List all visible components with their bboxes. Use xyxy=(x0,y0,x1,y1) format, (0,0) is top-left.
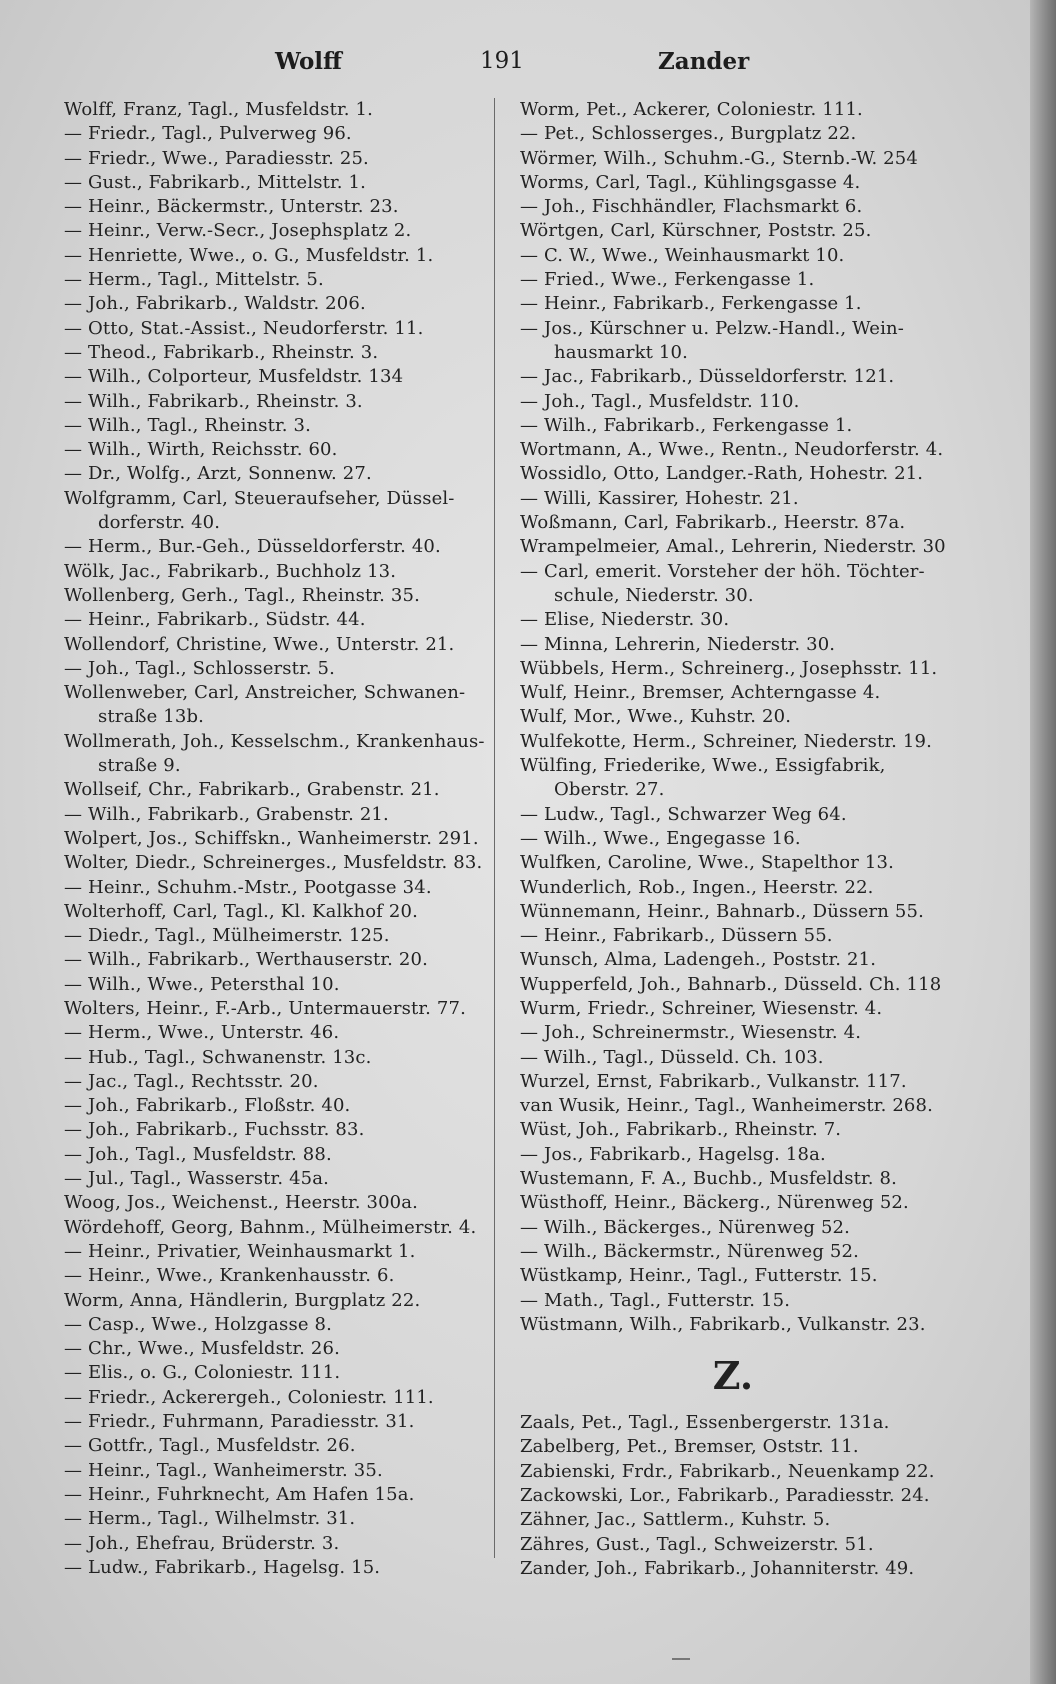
footer-mark xyxy=(672,1658,690,1660)
directory-entry: Wollmerath, Joh., Kesselschm., Krankenhaus- xyxy=(64,730,485,752)
directory-entry: — Hub., Tagl., Schwanenstr. 13c. xyxy=(64,1046,372,1068)
directory-entry: — Herm., Tagl., Mittelstr. 5. xyxy=(64,269,324,291)
directory-entry: Wüstkamp, Heinr., Tagl., Futterstr. 15. xyxy=(520,1265,878,1287)
directory-entry: — Wilh., Wwe., Engegasse 16. xyxy=(520,827,801,849)
directory-entry: Wollenberg, Gerh., Tagl., Rheinstr. 35. xyxy=(64,584,420,606)
directory-entry: Wollenweber, Carl, Anstreicher, Schwanen- xyxy=(64,682,466,704)
directory-entry: — Heinr., Fabrikarb., Ferkengasse 1. xyxy=(520,293,862,315)
directory-entry: — Wilh., Fabrikarb., Grabenstr. 21. xyxy=(64,803,389,825)
left-column xyxy=(64,98,486,1580)
directory-entry: — Friedr., Wwe., Paradiesstr. 25. xyxy=(64,147,369,169)
directory-entry: — Friedr., Fuhrmann, Paradiesstr. 31. xyxy=(64,1411,415,1433)
directory-entry: Wüsthoff, Heinr., Bäckerg., Nürenweg 52. xyxy=(520,1192,909,1214)
directory-entry: — Heinr., Bäckermstr., Unterstr. 23. xyxy=(64,196,399,218)
directory-entry: Wolter, Diedr., Schreinerges., Musfeldstr. 83. xyxy=(64,852,483,874)
directory-entry: — Heinr., Fabrikarb., Düssern 55. xyxy=(520,925,833,947)
directory-entry: — Heinr., Fabrikarb., Südstr. 44. xyxy=(64,609,366,631)
page-binding-edge xyxy=(1030,0,1056,1684)
directory-entry: Wolfgramm, Carl, Steueraufseher, Düssel- xyxy=(64,487,455,509)
directory-entry: Zander, Joh., Fabrikarb., Johanniterstr. 49. xyxy=(520,1557,915,1579)
directory-entry: Wollseif, Chr., Fabrikarb., Grabenstr. 21. xyxy=(64,779,440,801)
directory-entry: Woog, Jos., Weichenst., Heerstr. 300a. xyxy=(64,1192,419,1214)
directory-entry: Wüstmann, Wilh., Fabrikarb., Vulkanstr. 23. xyxy=(520,1313,926,1335)
directory-entry: — Jos., Kürschner u. Pelzw.-Handl., Wein- xyxy=(520,317,904,339)
directory-entry: Wunsch, Alma, Ladengeh., Poststr. 21. xyxy=(520,949,877,971)
directory-entry: — Joh., Fabrikarb., Fuchsstr. 83. xyxy=(64,1119,365,1141)
directory-entry: — Wilh., Wwe., Petersthal 10. xyxy=(64,973,340,995)
directory-entry: Wolters, Heinr., F.-Arb., Untermauerstr. 77. xyxy=(64,997,466,1019)
page-number: 191 xyxy=(480,48,524,74)
directory-entry: — Jac., Tagl., Rechtsstr. 20. xyxy=(64,1070,319,1092)
directory-entry: — Herm., Tagl., Wilhelmstr. 31. xyxy=(64,1508,356,1530)
directory-entry: Wurzel, Ernst, Fabrikarb., Vulkanstr. 117. xyxy=(520,1070,907,1092)
directory-entry: — Wilh., Tagl., Rheinstr. 3. xyxy=(64,414,312,436)
directory-entry: Wördehoff, Georg, Bahnm., Mülheimerstr. 4. xyxy=(64,1216,477,1238)
directory-entry: Zähner, Jac., Sattlerm., Kuhstr. 5. xyxy=(520,1509,831,1531)
directory-entry: — Casp., Wwe., Holzgasse 8. xyxy=(64,1313,332,1335)
directory-entry: Worms, Carl, Tagl., Kühlingsgasse 4. xyxy=(520,171,861,193)
directory-entry: — Ludw., Fabrikarb., Hagelsg. 15. xyxy=(64,1556,381,1578)
directory-entry: — Dr., Wolfg., Arzt, Sonnenw. 27. xyxy=(64,463,372,485)
directory-entry: — Herm., Wwe., Unterstr. 46. xyxy=(64,1022,340,1044)
directory-entry: straße 9. xyxy=(98,755,181,777)
directory-entry: Wolterhoff, Carl, Tagl., Kl. Kalkhof 20. xyxy=(64,900,418,922)
directory-entry: Wülfing, Friederike, Wwe., Essigfabrik, xyxy=(520,755,886,777)
directory-entry: — Wilh., Colporteur, Musfeldstr. 134 xyxy=(64,366,404,388)
directory-entry: — Jul., Tagl., Wasserstr. 45a. xyxy=(64,1168,330,1190)
directory-entry: — Otto, Stat.-Assist., Neudorferstr. 11. xyxy=(64,317,424,339)
directory-entry: — Chr., Wwe., Musfeldstr. 26. xyxy=(64,1338,340,1360)
directory-entry: dorferstr. 40. xyxy=(98,512,221,534)
directory-entry: — Joh., Ehefrau, Brüderstr. 3. xyxy=(64,1532,340,1554)
directory-entry: van Wusik, Heinr., Tagl., Wanheimerstr. 268. xyxy=(520,1095,934,1117)
directory-entry: hausmarkt 10. xyxy=(554,341,688,363)
directory-entry: Zähres, Gust., Tagl., Schweizerstr. 51. xyxy=(520,1533,874,1555)
directory-entry: Wulf, Mor., Wwe., Kuhstr. 20. xyxy=(520,706,792,728)
directory-entry: — Joh., Fabrikarb., Floßstr. 40. xyxy=(64,1095,351,1117)
directory-entry: — Heinr., Verw.-Secr., Josephsplatz 2. xyxy=(64,220,412,242)
directory-entry: schule, Niederstr. 30. xyxy=(554,584,754,606)
header-right-catchword: Zander xyxy=(658,48,750,75)
directory-entry: — Joh., Fischhändler, Flachsmarkt 6. xyxy=(520,196,863,218)
directory-entry: — Heinr., Privatier, Weinhausmarkt 1. xyxy=(64,1240,416,1262)
right-column xyxy=(520,98,976,1581)
directory-entry: Zackowski, Lor., Fabrikarb., Paradiesstr. 24. xyxy=(520,1485,930,1507)
directory-entry: — Herm., Bur.-Geh., Düsseldorferstr. 40. xyxy=(64,536,441,558)
section-letter: Z. xyxy=(712,1353,754,1399)
directory-entry: Zabienski, Frdr., Fabrikarb., Neuenkamp 22. xyxy=(520,1460,935,1482)
directory-entry: — Wilh., Fabrikarb., Werthauserstr. 20. xyxy=(64,949,428,971)
directory-entry: — Wilh., Bäckermstr., Nürenweg 52. xyxy=(520,1240,859,1262)
directory-entry: Wurm, Friedr., Schreiner, Wiesenstr. 4. xyxy=(520,997,883,1019)
directory-entry: — Heinr., Fuhrknecht, Am Hafen 15a. xyxy=(64,1483,415,1505)
directory-entry: — Heinr., Schuhm.-Mstr., Pootgasse 34. xyxy=(64,876,432,898)
directory-entry: — Fried., Wwe., Ferkengasse 1. xyxy=(520,269,815,291)
directory-entry: Worm, Anna, Händlerin, Burgplatz 22. xyxy=(64,1289,421,1311)
directory-entry: — Joh., Fabrikarb., Waldstr. 206. xyxy=(64,293,366,315)
directory-entry: — Wilh., Bäckerges., Nürenweg 52. xyxy=(520,1216,851,1238)
directory-entry: Wulfekotte, Herm., Schreiner, Niederstr. 19. xyxy=(520,730,932,752)
directory-entry: — Wilh., Wirth, Reichsstr. 60. xyxy=(64,439,338,461)
directory-entry: Wölk, Jac., Fabrikarb., Buchholz 13. xyxy=(64,560,397,582)
directory-entry: — Theod., Fabrikarb., Rheinstr. 3. xyxy=(64,341,379,363)
directory-entry: — Elis., o. G., Coloniestr. 111. xyxy=(64,1362,341,1384)
directory-entry: — Gottfr., Tagl., Musfeldstr. 26. xyxy=(64,1435,356,1457)
header-left-catchword: Wolff xyxy=(275,48,342,75)
directory-entry: Wörmer, Wilh., Schuhm.-G., Sternb.-W. 254 xyxy=(520,147,918,169)
directory-entry: — Joh., Schreinermstr., Wiesenstr. 4. xyxy=(520,1022,862,1044)
directory-entry: Wunderlich, Rob., Ingen., Heerstr. 22. xyxy=(520,876,874,898)
directory-entry: — Friedr., Ackerergeh., Coloniestr. 111. xyxy=(64,1386,434,1408)
directory-entry: Oberstr. 27. xyxy=(554,779,665,801)
column-divider xyxy=(494,98,495,1558)
directory-entry: Wörtgen, Carl, Kürschner, Poststr. 25. xyxy=(520,220,872,242)
directory-entry: — Pet., Schlosserges., Burgplatz 22. xyxy=(520,123,857,145)
directory-entry: Zabelberg, Pet., Bremser, Oststr. 11. xyxy=(520,1436,859,1458)
directory-entry: — Ludw., Tagl., Schwarzer Weg 64. xyxy=(520,803,847,825)
directory-entry: Wustemann, F. A., Buchb., Musfeldstr. 8. xyxy=(520,1168,897,1190)
directory-entry: Wolff, Franz, Tagl., Musfeldstr. 1. xyxy=(64,99,373,120)
directory-entry: Wossidlo, Otto, Landger.-Rath, Hohestr. 21. xyxy=(520,463,924,485)
directory-entry: Wübbels, Herm., Schreinerg., Josephsstr. 11. xyxy=(520,657,938,679)
directory-entry: — Wilh., Fabrikarb., Ferkengasse 1. xyxy=(520,414,853,436)
directory-entry: — Wilh., Fabrikarb., Rheinstr. 3. xyxy=(64,390,363,412)
right-column-entries-z xyxy=(520,1411,976,1581)
directory-entry: — C. W., Wwe., Weinhausmarkt 10. xyxy=(520,244,845,266)
directory-entry: — Diedr., Tagl., Mülheimerstr. 125. xyxy=(64,925,390,947)
directory-entry: Zaals, Pet., Tagl., Essenbergerstr. 131a. xyxy=(520,1412,890,1434)
directory-entry: — Heinr., Wwe., Krankenhausstr. 6. xyxy=(64,1265,395,1287)
page-header xyxy=(60,48,990,88)
directory-entry: — Willi, Kassirer, Hohestr. 21. xyxy=(520,487,799,509)
directory-entry: — Heinr., Tagl., Wanheimerstr. 35. xyxy=(64,1459,383,1481)
right-column-entries-w xyxy=(520,98,976,1337)
directory-entry: Wünnemann, Heinr., Bahnarb., Düssern 55. xyxy=(520,900,924,922)
directory-entry: Wrampelmeier, Amal., Lehrerin, Niederstr. 30 xyxy=(520,536,946,558)
directory-entry: — Gust., Fabrikarb., Mittelstr. 1. xyxy=(64,171,367,193)
directory-entry: — Math., Tagl., Futterstr. 15. xyxy=(520,1289,791,1311)
directory-entry: — Friedr., Tagl., Pulverweg 96. xyxy=(64,123,352,145)
directory-entry: — Carl, emerit. Vorsteher der höh. Töchter- xyxy=(520,560,925,582)
directory-entry: — Wilh., Tagl., Düsseld. Ch. 103. xyxy=(520,1046,824,1068)
directory-entry: Wolpert, Jos., Schiffskn., Wanheimerstr. 291. xyxy=(64,827,479,849)
directory-entry: Wupperfeld, Joh., Bahnarb., Düsseld. Ch. 118 xyxy=(520,973,942,995)
directory-entry: — Joh., Tagl., Musfeldstr. 110. xyxy=(520,390,800,412)
directory-entry: — Joh., Tagl., Musfeldstr. 88. xyxy=(64,1143,332,1165)
directory-entry: — Joh., Tagl., Schlosserstr. 5. xyxy=(64,657,336,679)
directory-entry: Wüst, Joh., Fabrikarb., Rheinstr. 7. xyxy=(520,1119,842,1141)
directory-entry: — Minna, Lehrerin, Niederstr. 30. xyxy=(520,633,836,655)
directory-entry: — Elise, Niederstr. 30. xyxy=(520,609,730,631)
directory-entry: Wulf, Heinr., Bremser, Achterngasse 4. xyxy=(520,682,881,704)
directory-entry: straße 13b. xyxy=(98,706,205,728)
directory-entry: Woßmann, Carl, Fabrikarb., Heerstr. 87a. xyxy=(520,512,906,534)
directory-entry: Wortmann, A., Wwe., Rentn., Neudorferstr. 4. xyxy=(520,439,944,461)
directory-entry: — Henriette, Wwe., o. G., Musfeldstr. 1. xyxy=(64,244,434,266)
directory-entry: — Jac., Fabrikarb., Düsseldorferstr. 121. xyxy=(520,366,895,388)
directory-entry: Wollendorf, Christine, Wwe., Unterstr. 21. xyxy=(64,633,455,655)
directory-entry: Worm, Pet., Ackerer, Coloniestr. 111. xyxy=(520,99,863,120)
directory-entry: Wulfken, Caroline, Wwe., Stapelthor 13. xyxy=(520,852,894,874)
directory-entry: — Jos., Fabrikarb., Hagelsg. 18a. xyxy=(520,1143,826,1165)
